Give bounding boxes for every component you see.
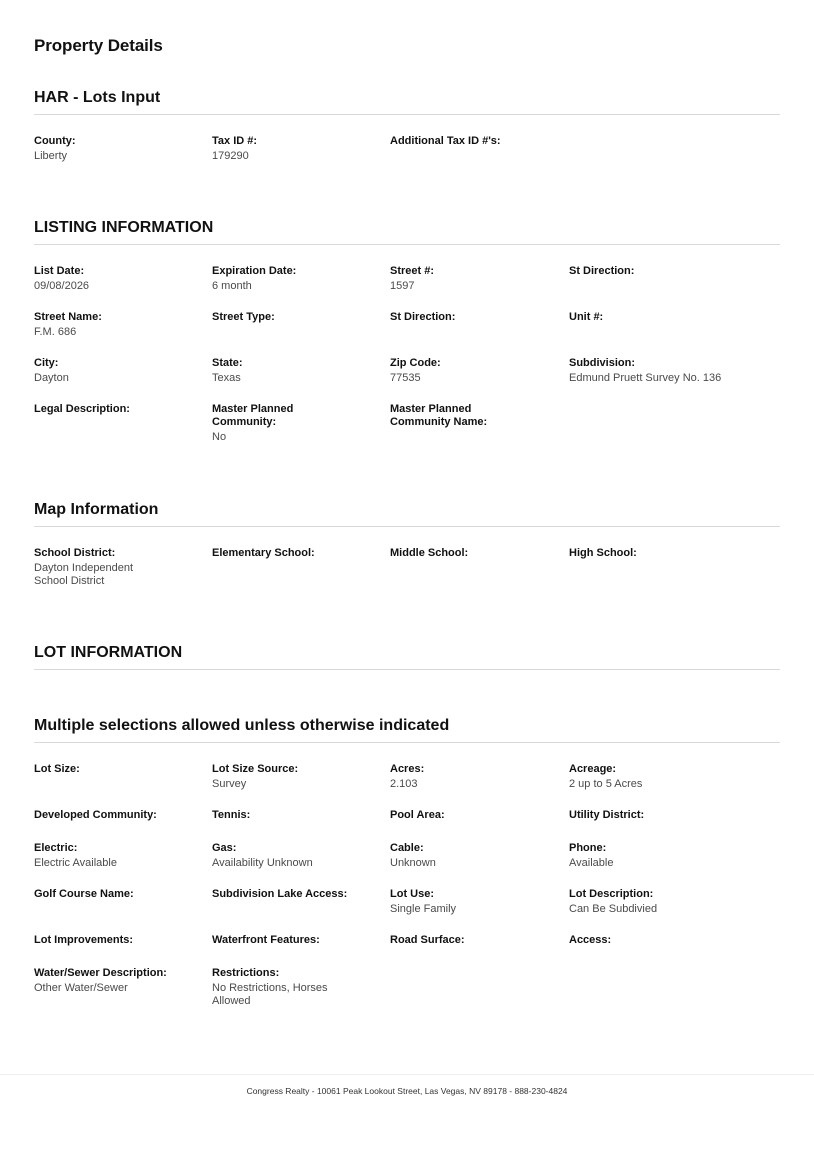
field-value: Other Water/Sewer xyxy=(34,982,128,994)
field-value: Survey xyxy=(212,778,247,790)
field xyxy=(212,357,382,385)
field-label: List Date: xyxy=(34,265,85,277)
field-label: Acres: xyxy=(390,763,425,775)
footer-contact: Congress Realty - 10061 Peak Lookout Street, Las Vegas, NV 89178 - 888-230-4824 xyxy=(246,1086,568,1096)
field-value: Unknown xyxy=(390,857,436,869)
field-row xyxy=(34,763,780,803)
field-value: Edmund Pruett Survey No. 136 xyxy=(569,372,722,384)
field-label: Acreage: xyxy=(569,763,617,775)
field-label: Street #: xyxy=(390,265,435,277)
field-label: Lot Size: xyxy=(34,763,80,775)
field-label: Middle School: xyxy=(390,547,469,559)
har-lots-section xyxy=(34,89,780,162)
field xyxy=(212,809,382,824)
field xyxy=(34,809,204,824)
field xyxy=(34,265,204,293)
field xyxy=(390,403,560,431)
field-row xyxy=(34,403,780,443)
field-label: Access: xyxy=(569,934,612,946)
field-value: Can Be Subdivied xyxy=(569,903,658,915)
section-heading: LISTING INFORMATION xyxy=(34,219,780,245)
field-label: St Direction: xyxy=(390,311,456,323)
field xyxy=(34,888,204,903)
field xyxy=(390,135,560,150)
field xyxy=(212,888,382,903)
field-value: Dayton xyxy=(34,372,69,384)
field xyxy=(212,265,382,293)
field xyxy=(390,763,560,791)
field-row xyxy=(34,265,780,305)
field xyxy=(34,547,204,588)
field-row xyxy=(34,967,780,1007)
field-value: 2 up to 5 Acres xyxy=(569,778,643,790)
field xyxy=(569,809,780,824)
field-label: City: xyxy=(34,357,59,369)
field-label: Gas: xyxy=(212,842,237,854)
field xyxy=(390,311,560,326)
field-label: Additional Tax ID #'s: xyxy=(390,135,501,147)
section-heading: LOT INFORMATION xyxy=(34,644,780,670)
field xyxy=(34,403,204,418)
field-label: Elementary School: xyxy=(212,547,315,559)
field xyxy=(34,842,204,870)
field-row xyxy=(34,842,780,882)
field-label: Electric: xyxy=(34,842,78,854)
field-label: Developed Community: xyxy=(34,809,157,821)
field-label: Utility District: xyxy=(569,809,645,821)
field xyxy=(569,888,780,916)
page-title: Property Details xyxy=(34,36,163,55)
field xyxy=(34,311,204,339)
field-label: Pool Area: xyxy=(390,809,445,821)
field xyxy=(390,265,560,293)
field-row xyxy=(34,888,780,928)
field xyxy=(212,311,382,326)
field-label: Lot Description: xyxy=(569,888,654,900)
footer-divider xyxy=(0,1074,814,1075)
field-label: Street Type: xyxy=(212,311,275,323)
field xyxy=(212,547,382,562)
field-label: School District: xyxy=(34,547,116,559)
field xyxy=(34,934,204,949)
field-label: Lot Use: xyxy=(390,888,434,900)
field-value: No Restrictions, Horses Allowed xyxy=(212,982,328,1007)
field-value: 2.103 xyxy=(390,778,418,790)
field-label: Water/Sewer Description: xyxy=(34,967,167,979)
field-label: County: xyxy=(34,135,76,147)
listing-information-section xyxy=(34,219,780,443)
field-value: 1597 xyxy=(390,280,415,292)
field xyxy=(212,934,382,949)
field-row xyxy=(34,311,780,351)
field-label: Subdivision Lake Access: xyxy=(212,888,348,900)
field-value: Texas xyxy=(212,372,241,384)
field xyxy=(569,265,780,280)
field xyxy=(34,967,204,995)
field-label: Lot Improvements: xyxy=(34,934,134,946)
field-value: 77535 xyxy=(390,372,421,384)
field-label: Tax ID #: xyxy=(212,135,258,147)
field-label: St Direction: xyxy=(569,265,635,277)
field xyxy=(390,888,560,916)
field xyxy=(390,357,560,385)
field-label: Golf Course Name: xyxy=(34,888,134,900)
field-label: Subdivision: xyxy=(569,357,635,369)
field-value: Electric Available xyxy=(34,857,117,869)
field xyxy=(212,403,382,444)
field-row xyxy=(34,135,780,175)
field-value: 09/08/2026 xyxy=(34,280,90,292)
field-value: No xyxy=(212,431,227,443)
field xyxy=(569,311,780,326)
field-label: High School: xyxy=(569,547,637,559)
section-heading: Multiple selections allowed unless otherwise indicated xyxy=(34,717,780,743)
field xyxy=(34,357,204,385)
field xyxy=(390,547,560,562)
section-heading: Map Information xyxy=(34,501,780,527)
field xyxy=(390,809,560,824)
field-value: Availability Unknown xyxy=(212,857,313,869)
field-value: Available xyxy=(569,857,614,869)
lot-information-section xyxy=(34,644,780,670)
field-label: Lot Size Source: xyxy=(212,763,299,775)
field xyxy=(212,763,382,791)
field-label: Legal Description: xyxy=(34,403,130,415)
multiple-selections-section xyxy=(34,717,780,1007)
field xyxy=(569,547,780,562)
field xyxy=(569,842,780,870)
field xyxy=(34,763,204,778)
field xyxy=(212,135,382,163)
field xyxy=(569,763,780,791)
field-label: Master Planned Community: xyxy=(212,403,294,428)
field-label: Expiration Date: xyxy=(212,265,297,277)
field-value: Dayton Independent School District xyxy=(34,562,134,587)
field-value: F.M. 686 xyxy=(34,326,77,338)
field-label: Tennis: xyxy=(212,809,251,821)
field-label: Road Surface: xyxy=(390,934,465,946)
field xyxy=(390,934,560,949)
field-label: Zip Code: xyxy=(390,357,441,369)
field-label: Master Planned Community Name: xyxy=(390,403,488,428)
field xyxy=(212,842,382,870)
field-label: Cable: xyxy=(390,842,424,854)
field-label: State: xyxy=(212,357,243,369)
field-label: Street Name: xyxy=(34,311,102,323)
field-label: Phone: xyxy=(569,842,607,854)
field-label: Restrictions: xyxy=(212,967,280,979)
field-label: Unit #: xyxy=(569,311,604,323)
map-information-section xyxy=(34,501,780,587)
field-value: 6 month xyxy=(212,280,252,292)
section-heading: HAR - Lots Input xyxy=(34,89,780,115)
field-row xyxy=(34,547,780,587)
field-label: Waterfront Features: xyxy=(212,934,320,946)
field xyxy=(569,357,780,385)
field xyxy=(34,135,204,163)
field-value: Liberty xyxy=(34,150,68,162)
field-row xyxy=(34,357,780,397)
field xyxy=(569,934,780,949)
field xyxy=(212,967,382,1008)
field xyxy=(390,842,560,870)
field-value: Single Family xyxy=(390,903,457,915)
field-value: 179290 xyxy=(212,150,249,162)
